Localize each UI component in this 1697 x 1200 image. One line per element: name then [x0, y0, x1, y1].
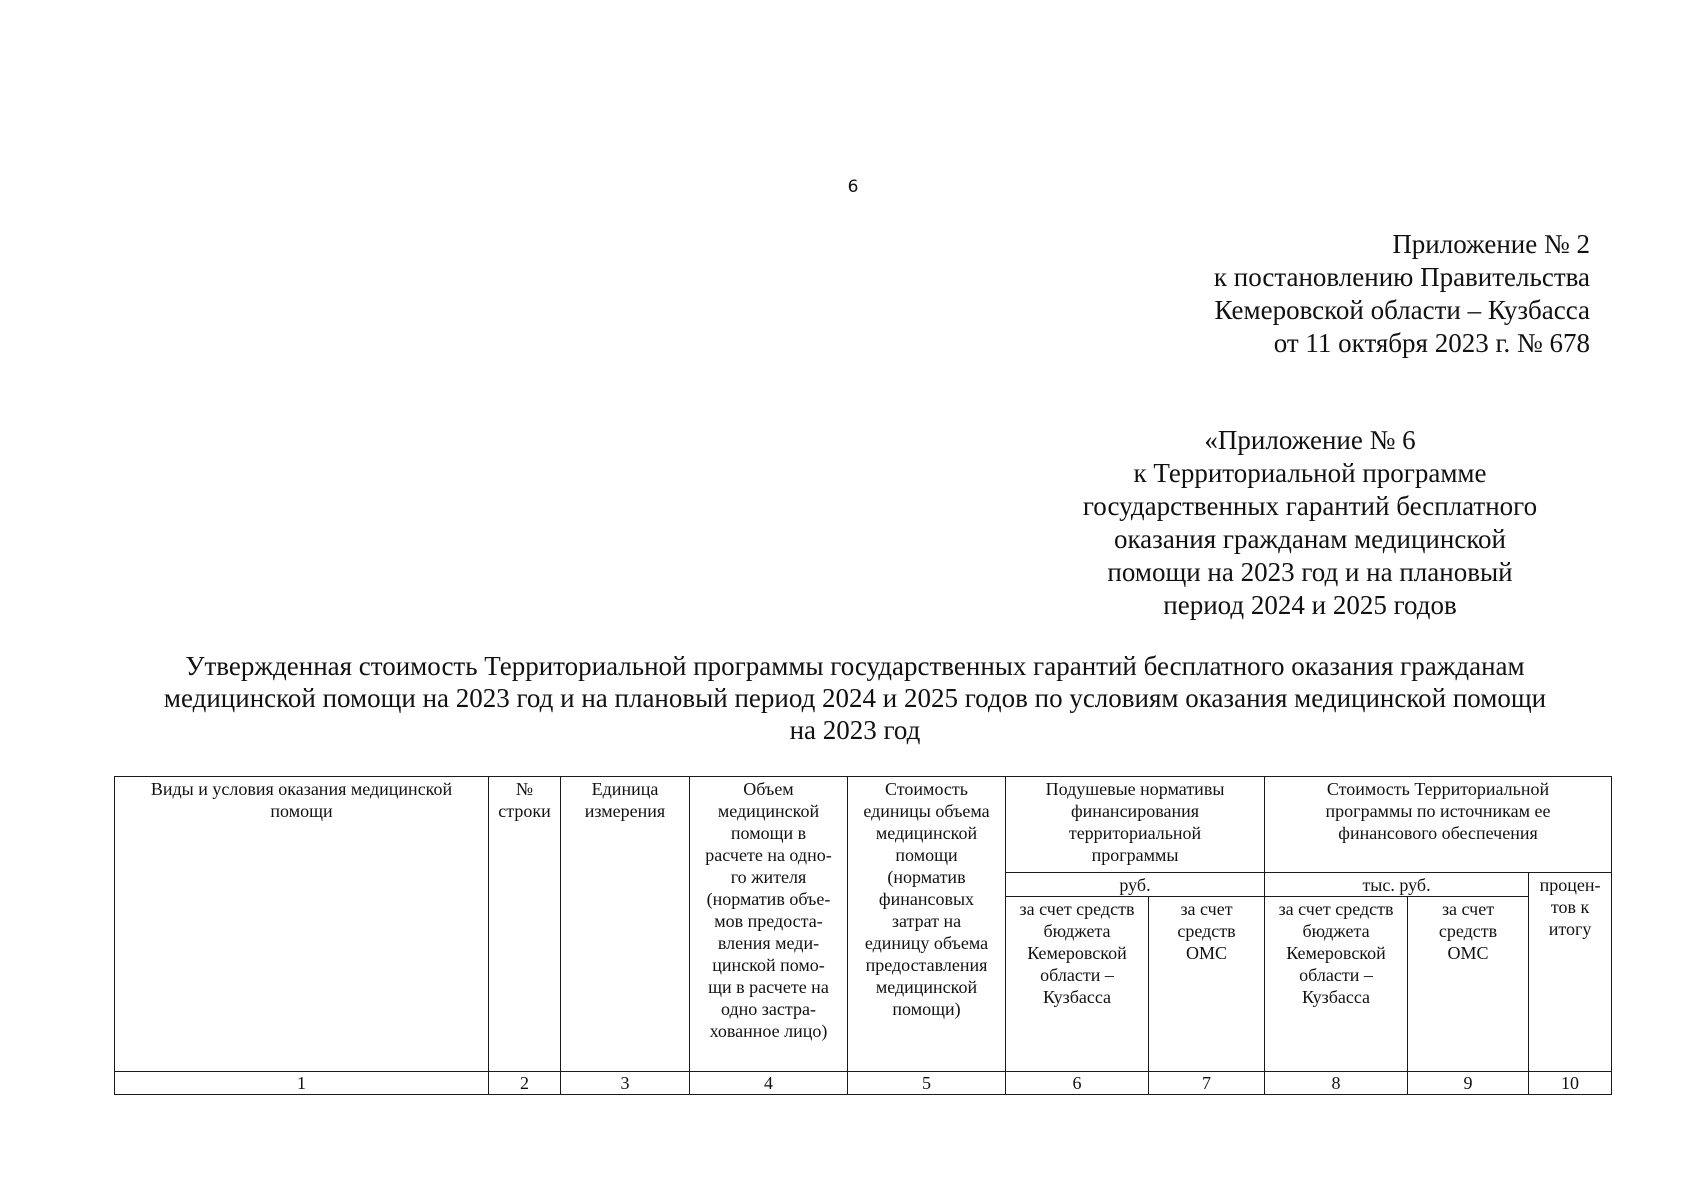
appendix-line: к постановлению Правительства — [1213, 262, 1590, 292]
title-line: на 2023 год — [789, 715, 921, 745]
header-text: области – — [1299, 965, 1373, 985]
title-line: медицинской помощи на 2023 год и на плановый период 2024 и 2025 годов по условиям оказания медицинской помощи — [163, 683, 1547, 713]
header-text: измерения — [584, 801, 666, 821]
header-text: хованное лицо) — [709, 1021, 828, 1041]
header-text: (норматив — [887, 867, 966, 887]
appendix-line: от 11 октября 2023 г. № 678 — [1273, 328, 1590, 358]
header-unit — [561, 777, 690, 1072]
header-text: строки — [498, 801, 551, 821]
header-text: предоставления — [865, 955, 988, 975]
header-text: медицинской — [875, 977, 978, 997]
annex-line: помощи на 2023 год и на плановый — [1107, 557, 1513, 587]
header-text: одно застра- — [721, 999, 816, 1019]
header-text: тов к — [1550, 897, 1590, 917]
header-text: области – — [1040, 965, 1114, 985]
column-number: 8 — [1265, 1072, 1408, 1095]
appendix-line: Приложение № 2 — [1392, 229, 1590, 259]
annex-reference — [1060, 424, 1560, 622]
header-per-capita-norms — [1006, 777, 1265, 873]
appendix-reference — [1150, 228, 1590, 360]
page-number: 6 — [847, 177, 859, 197]
header-row-number — [489, 777, 561, 1072]
header-text: Подушевые нормативы — [1045, 779, 1225, 799]
column-number: 7 — [1149, 1072, 1265, 1095]
column-number: 10 — [1529, 1072, 1612, 1095]
header-text: единицу объема — [864, 933, 989, 953]
header-text: бюджета — [1043, 921, 1111, 941]
title-line: Утвержденная стоимость Территориальной программы государственных гарантий бесплатного оказания гражданам — [185, 651, 1525, 681]
header-text: ОМС — [1186, 943, 1228, 963]
header-text: за счет средств — [1019, 899, 1135, 919]
document-title — [110, 650, 1600, 746]
header-text: помощи — [270, 801, 333, 821]
header-text: щи в расчете на — [708, 977, 829, 997]
header-text: программы — [1091, 845, 1179, 865]
column-number-row — [115, 1072, 1612, 1095]
header-text: расчете на одно- — [705, 845, 832, 865]
header-text: Кемеровской — [1286, 943, 1386, 963]
header-text: финансовых — [878, 889, 975, 909]
header-text: финансового обеспечения — [1338, 823, 1538, 843]
header-text: за счет — [1441, 899, 1495, 919]
header-program-cost — [1265, 777, 1612, 873]
header-text: Объем — [743, 779, 794, 799]
header-unit-rub: руб. — [1006, 873, 1265, 897]
header-text: вления меди- — [717, 933, 820, 953]
header-text: Стоимость Территориальной — [1326, 779, 1550, 799]
header-text: цинской помо- — [712, 955, 825, 975]
cost-table — [114, 776, 1612, 1095]
header-text: медицинской — [875, 823, 978, 843]
header-text: (норматив объе- — [706, 889, 831, 909]
header-unit-cost — [848, 777, 1006, 1072]
header-norms-regional-budget — [1006, 897, 1149, 1072]
header-text: средств — [1177, 921, 1236, 941]
header-text: Единица — [591, 779, 659, 799]
header-care-types — [115, 777, 489, 1072]
column-number: 2 — [489, 1072, 561, 1095]
header-text: финансирования — [1071, 801, 1199, 821]
header-text: мов предоста- — [714, 911, 823, 931]
header-text: ОМС — [1447, 943, 1489, 963]
annex-line: «Приложение № 6 — [1204, 425, 1416, 455]
header-norms-oms — [1149, 897, 1265, 1072]
header-text: итогу — [1548, 919, 1592, 939]
header-cost-oms — [1408, 897, 1529, 1072]
column-number: 6 — [1006, 1072, 1149, 1095]
header-text: № — [515, 779, 534, 799]
annex-line: к Территориальной программе — [1133, 458, 1487, 488]
header-text: Кузбасса — [1301, 987, 1371, 1007]
column-number: 5 — [848, 1072, 1006, 1095]
annex-line: период 2024 и 2025 годов — [1163, 590, 1457, 620]
header-text: Кузбасса — [1042, 987, 1112, 1007]
column-number: 3 — [561, 1072, 690, 1095]
header-unit-thousand-rub: тыс. руб. — [1265, 873, 1529, 897]
column-number: 4 — [690, 1072, 848, 1095]
header-text: бюджета — [1302, 921, 1370, 941]
column-number: 9 — [1408, 1072, 1529, 1095]
header-text: за счет средств — [1278, 899, 1394, 919]
header-text: Стоимость — [885, 779, 968, 799]
header-text: Кемеровской — [1027, 943, 1127, 963]
header-percent-of-total — [1529, 873, 1612, 1072]
header-text: процен- — [1539, 875, 1601, 895]
appendix-line: Кемеровской области – Кузбасса — [1214, 295, 1590, 325]
header-text: го жителя — [730, 867, 807, 887]
header-text: затрат на — [891, 911, 962, 931]
annex-line: государственных гарантий бесплатного — [1082, 491, 1538, 521]
header-cost-regional-budget — [1265, 897, 1408, 1072]
header-text: Виды и условия оказания медицинской — [150, 779, 453, 799]
header-text: единицы объема — [863, 801, 990, 821]
header-text: помощи — [895, 845, 958, 865]
header-text: программы по источникам ее — [1325, 801, 1551, 821]
column-number: 1 — [115, 1072, 489, 1095]
header-text: помощи в — [730, 823, 807, 843]
header-text: средств — [1438, 921, 1498, 941]
header-text: за счет — [1180, 899, 1233, 919]
header-volume — [690, 777, 848, 1072]
header-text: территориальной — [1068, 823, 1202, 843]
annex-line: оказания гражданам медицинской — [1113, 524, 1507, 554]
header-text: помощи) — [892, 999, 961, 1019]
header-text: медицинской — [717, 801, 820, 821]
